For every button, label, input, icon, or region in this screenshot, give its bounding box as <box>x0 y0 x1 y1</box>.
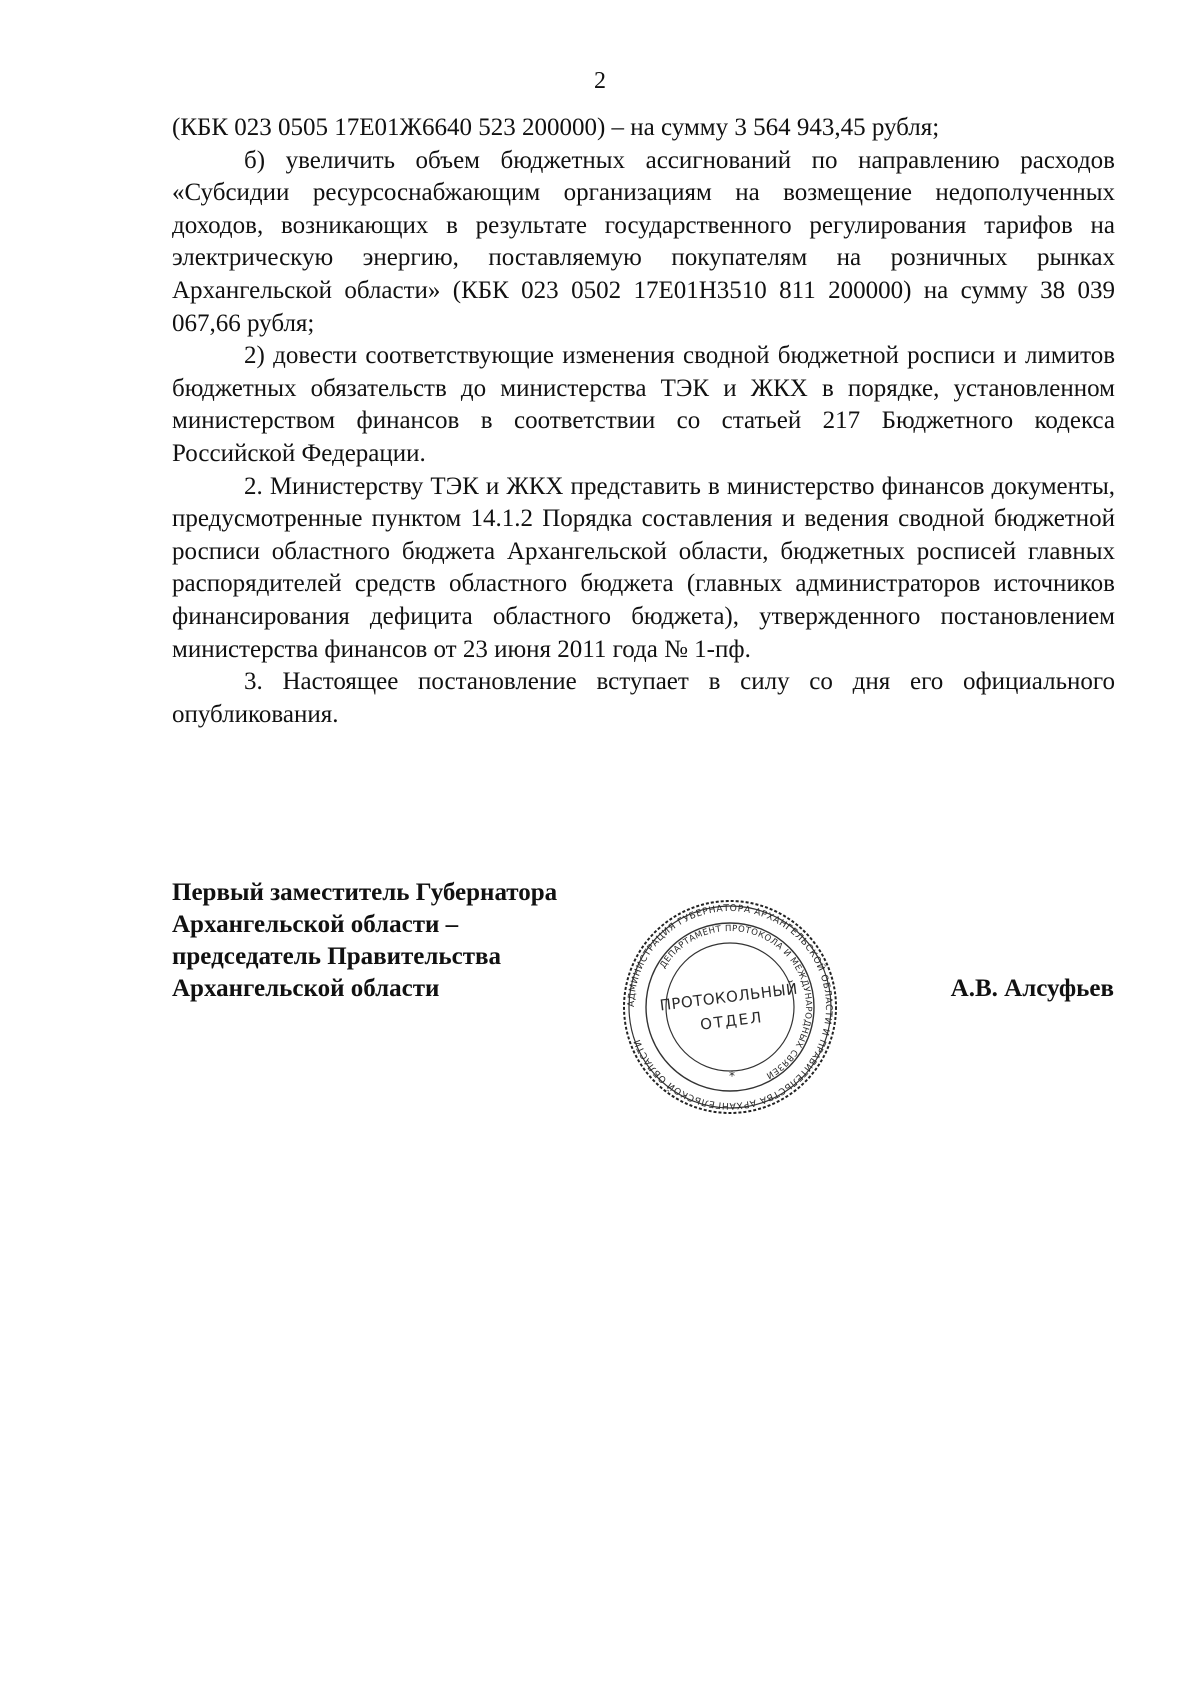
stamp-inner-text: ДЕПАРТАМЕНТ ПРОТОКОЛА И МЕЖДУНАРОДНЫХ СВЯЗЕЙ <box>658 923 814 1081</box>
official-stamp <box>620 896 840 1118</box>
signatory-position-line: Архангельской области <box>172 975 440 1002</box>
signatory-position <box>172 877 557 1005</box>
document-body <box>172 112 1115 731</box>
paragraph-point-3: 3. Настоящее постановление вступает в силу со дня его официального опубликования. <box>172 668 1115 728</box>
paragraph-kbk-amount: (КБК 023 0505 17Е01Ж6640 523 200000) – на сумму 3 564 943,45 рубля; <box>172 114 940 141</box>
signatory-name: А.В. Алсуфьев <box>950 975 1114 1002</box>
stamp-seal-icon <box>620 896 840 1118</box>
stamp-star-icon: * <box>729 1069 735 1083</box>
stamp-center-line-2: ОТДЕЛ <box>699 1008 765 1034</box>
signatory-position-line: Архангельской области – <box>172 911 459 938</box>
signatory-position-line: председатель Правительства <box>172 943 502 970</box>
page-number: 2 <box>594 68 606 94</box>
stamp-outer-text: АДМИНИСТРАЦИЯ ГУБЕРНАТОРА АРХАНГЕЛЬСКОЙ ОБЛАСТИ И ПРАВИТЕЛЬСТВА АРХАНГЕЛЬСКОЙ ОБЛАСТИ <box>625 902 835 1112</box>
paragraph-point-2: 2. Министерству ТЭК и ЖКХ представить в министерство финансов документы, предусмотренные пунктом 14.1.2 Порядка составления и ведения сводной бюджетной росписи областного бюджета Архангельской области, бюджетных росписей главных распорядителей средств областного бюджета (главных администраторов источников финансирования дефицита областного бюджета), утвержденного постановлением министерства финансов от 23 июня 2011 года № 1-пф. <box>172 472 1115 663</box>
signatory-position-line: Первый заместитель Губернатора <box>172 879 558 906</box>
paragraph-item-2-budget: 2) довести соответствующие изменения сводной бюджетной росписи и лимитов бюджетных обязательств до министерства ТЭК и ЖКХ в порядке, установленном министерством финансов в соответствии со статьей 217 Бюджетного кодекса Российской Федерации. <box>172 342 1115 467</box>
stamp-center-line-1: ПРОТОКОЛЬНЫЙ <box>658 979 799 1015</box>
paragraph-item-b: б) увеличить объем бюджетных ассигнований по направлению расходов «Субсидии ресурсоснабжающим организациям на возмещение недополученных доходов, возникающих в результате государственного регулирования тарифов на электрическую энергию, поставляемую покупателям на розничных рынках Архангельской области» (КБК 023 0502 17Е01Н3510 811 200000) на сумму 38 039 067,66 рубля; <box>172 146 1115 337</box>
